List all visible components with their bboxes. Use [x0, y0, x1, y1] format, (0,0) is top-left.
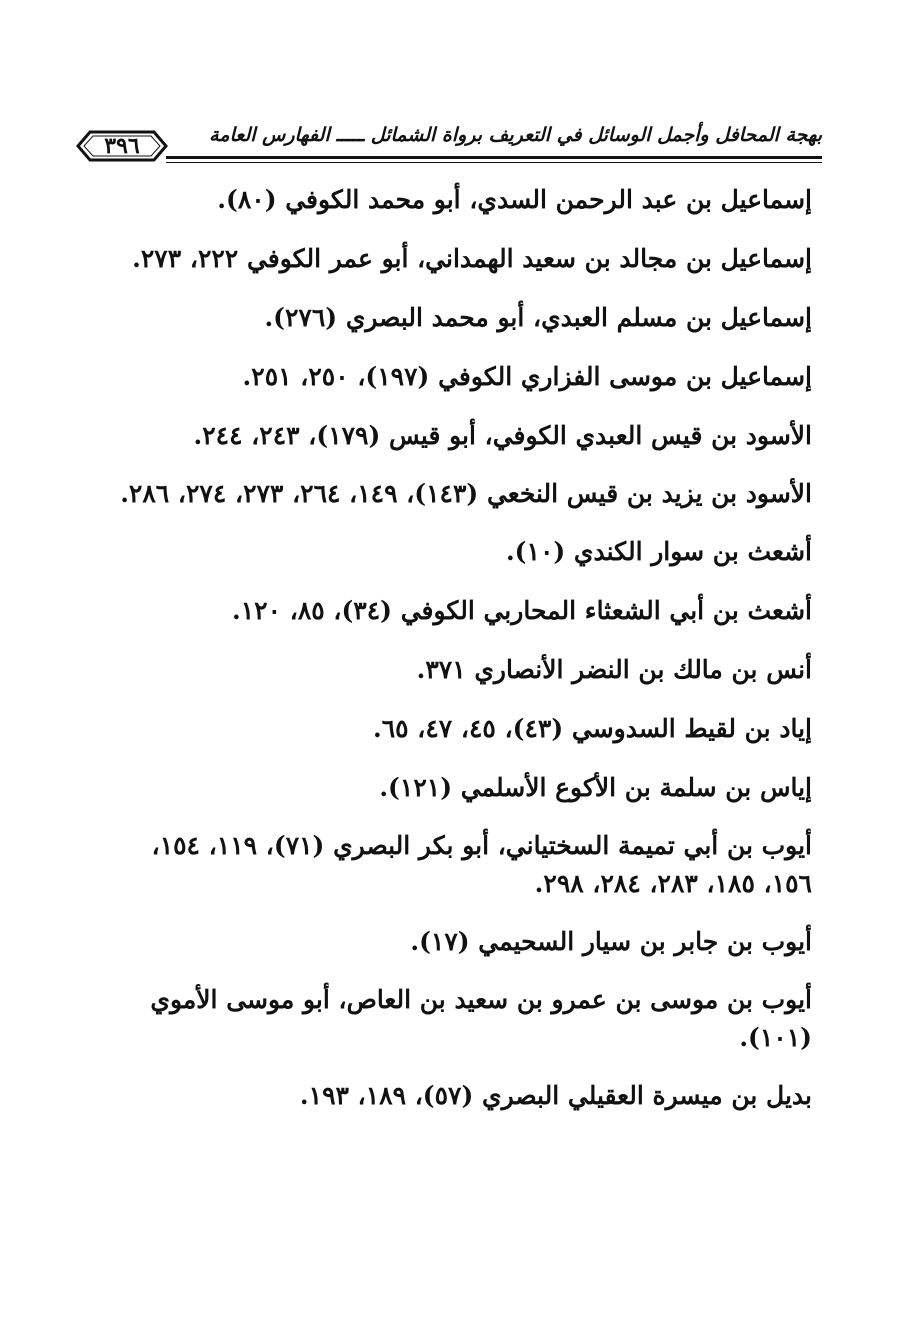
index-entry: إسماعيل بن عبد الرحمن السدي، أبو محمد الكوفي (٨٠). [217, 185, 812, 214]
index-entry: الأسود بن قيس العبدي الكوفي، أبو قيس (١٧٩)، ٢٤٣، ٢٤٤. [193, 421, 812, 450]
index-entry: أنس بن مالك بن النضر الأنصاري ٣٧١. [416, 655, 812, 684]
running-header-title: بهجة المحافل وأجمل الوسائل في التعريف برواة الشمائل ـــــ الفهارس العامة [209, 124, 822, 146]
page-number-badge [74, 128, 170, 164]
page-number: ٣٩٦ [104, 133, 140, 159]
index-entry: أيوب بن موسى بن عمرو بن سعيد بن العاص، أبو موسى الأموي (١٠١). [150, 985, 812, 1052]
index-entry: أشعث بن سوار الكندي (١٠). [505, 537, 812, 566]
index-entry: بديل بن ميسرة العقيلي البصري (٥٧)، ١٨٩، ١٩٣. [299, 1081, 812, 1110]
index-entry: أيوب بن جابر بن سيار السحيمي (١٧). [410, 927, 812, 956]
index-entry: الأسود بن يزيد بن قيس النخعي (١٤٣)، ١٤٩، ٢٦٤، ٢٧٣، ٢٧٤، ٢٨٦. [120, 479, 812, 508]
header-rule [166, 156, 822, 159]
index-entry: إسماعيل بن موسى الفزاري الكوفي (١٩٧)، ٢٥٠، ٢٥١. [242, 362, 812, 391]
index-entry: أشعث بن أبي الشعثاء المحاربي الكوفي (٣٤)، ٨٥، ١٢٠. [232, 596, 812, 625]
header-rule-thin [166, 162, 822, 163]
running-header [74, 118, 822, 178]
index-entry: إسماعيل بن مسلم العبدي، أبو محمد البصري (٢٧٦). [264, 303, 812, 332]
index-entry: إياس بن سلمة بن الأكوع الأسلمي (١٢١). [379, 773, 812, 802]
index-entry: أيوب بن أبي تميمة السختياني، أبو بكر البصري (٧١)، ١١٩، ١٥٤، ١٥٦، ١٨٥، ٢٨٣، ٢٨٤، ٢٩٨. [151, 831, 812, 898]
index-entries [112, 180, 812, 1135]
index-entry: إسماعيل بن مجالد بن سعيد الهمداني، أبو عمر الكوفي ٢٢٢، ٢٧٣. [132, 244, 812, 273]
index-entry: إياد بن لقيط السدوسي (٤٣)، ٤٥، ٤٧، ٦٥. [373, 714, 812, 743]
